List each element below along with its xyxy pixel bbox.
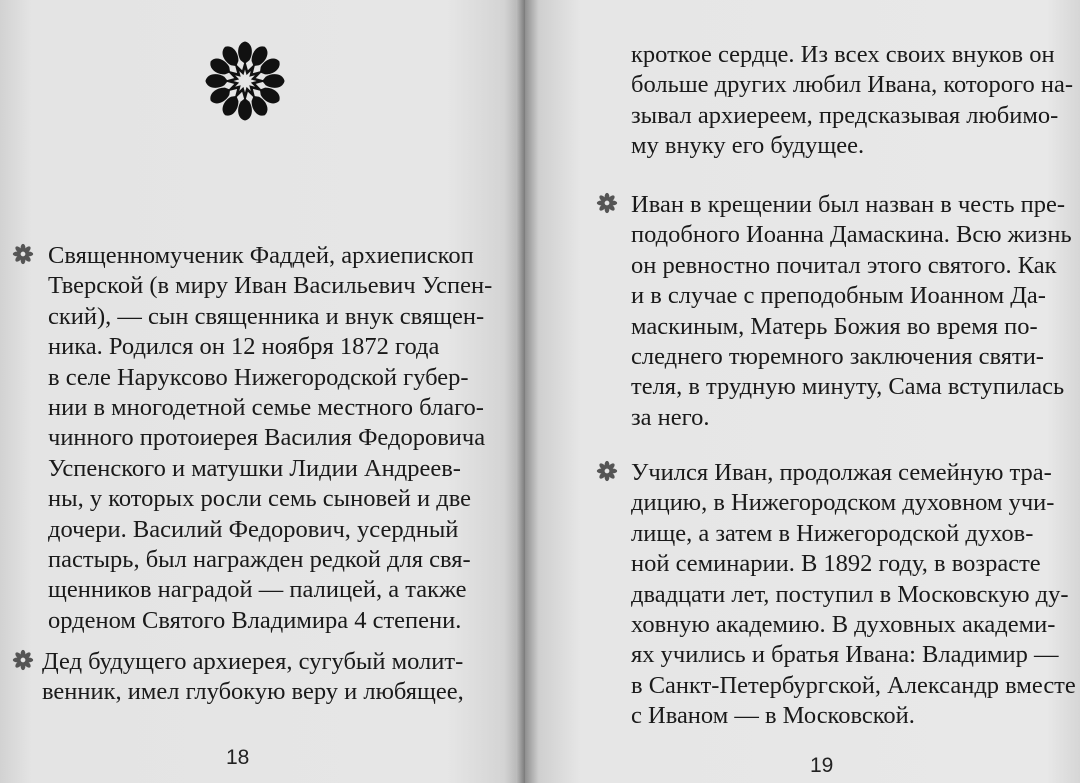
text-line: дицию, в Нижегородском духовном учи- [631, 489, 1055, 517]
text-line: следнего тюремного заключения святи- [631, 343, 1044, 371]
text-line: подобного Иоанна Дамаскина. Всю жизнь [631, 221, 1072, 249]
text-line: кроткое сердце. Из всех своих внуков он [631, 41, 1055, 68]
asterisk-flower-bullet-icon [596, 460, 618, 482]
text-line: ский), — сын священника и внук священ- [48, 302, 485, 330]
text-line: маскиным, Матерь Божия во время по- [631, 312, 1038, 340]
text-line: двадцати лет, поступил в Московскую ду- [631, 580, 1069, 608]
paragraph-2 [42, 647, 464, 708]
text-line: Дед будущего архиерея, сугубый молит- [42, 648, 464, 675]
text-line: Успенского и матушки Лидии Андреев- [48, 454, 461, 482]
text-line: ны, у которых росли семь сыновей и две [48, 485, 472, 513]
text-line: с Иваном — в Московской. [631, 702, 915, 730]
text-line: ях учились и братья Ивана: Владимир — [631, 641, 1059, 669]
text-line: орденом Святого Владимира 4 степени. [48, 606, 462, 634]
text-line: лище, а затем в Нижегородской духов- [631, 519, 1034, 547]
text-line: нии в многодетной семье местного благо- [48, 394, 484, 422]
text-line: щенников наградой — палицей, а также [48, 576, 467, 604]
paragraph-4 [631, 190, 1072, 433]
text-line: чинного протоиерея Василия Федоровича [48, 424, 486, 452]
text-line: в селе Наруксово Нижегородской губер- [48, 363, 469, 391]
text-line: больше других любил Ивана, которого на- [631, 71, 1074, 99]
text-line: зывал архиереем, предсказывая любимо- [631, 101, 1059, 129]
page-number: 18 [226, 746, 250, 769]
text-line: ховную академию. В духовных академи- [631, 611, 1056, 639]
page-number: 19 [810, 754, 834, 777]
text-line: теля, в трудную минуту, Сама вступилась [631, 373, 1065, 401]
text-line: за него. [631, 403, 710, 431]
text-line: в Санкт-Петербургской, Александр вместе [631, 671, 1076, 699]
text-line: пастырь, был награжден редкой для свя- [48, 546, 471, 574]
right-page [525, 0, 1080, 783]
asterisk-flower-bullet-icon [12, 243, 34, 265]
paragraph-1 [48, 241, 492, 636]
star-flower-ornament-icon [202, 38, 288, 124]
left-page [0, 0, 525, 783]
text-line: Тверской (в миру Иван Васильевич Успен- [48, 272, 493, 300]
text-line: он ревностно почитал этого святого. Как [631, 251, 1057, 279]
paragraph-5 [631, 458, 1076, 732]
text-line: дочери. Василий Федорович, усердный [48, 515, 459, 543]
text-line: ника. Родился он 12 ноября 1872 года [48, 333, 440, 361]
asterisk-flower-bullet-icon [596, 192, 618, 214]
text-line: Иван в крещении был назван в честь пре- [631, 191, 1066, 218]
asterisk-flower-bullet-icon [12, 649, 34, 671]
text-line: ной семинарии. В 1892 году, в возрасте [631, 550, 1041, 578]
text-line: му внуку его будущее. [631, 132, 865, 160]
text-line: Священномученик Фаддей, архиепископ [48, 242, 474, 269]
text-line: венник, имел глубокую веру и любящее, [42, 678, 464, 706]
text-line: и в случае с преподобным Иоанном Да- [631, 282, 1046, 310]
text-line: Учился Иван, продолжая семейную тра- [631, 459, 1052, 486]
paragraph-3 [631, 40, 1073, 162]
